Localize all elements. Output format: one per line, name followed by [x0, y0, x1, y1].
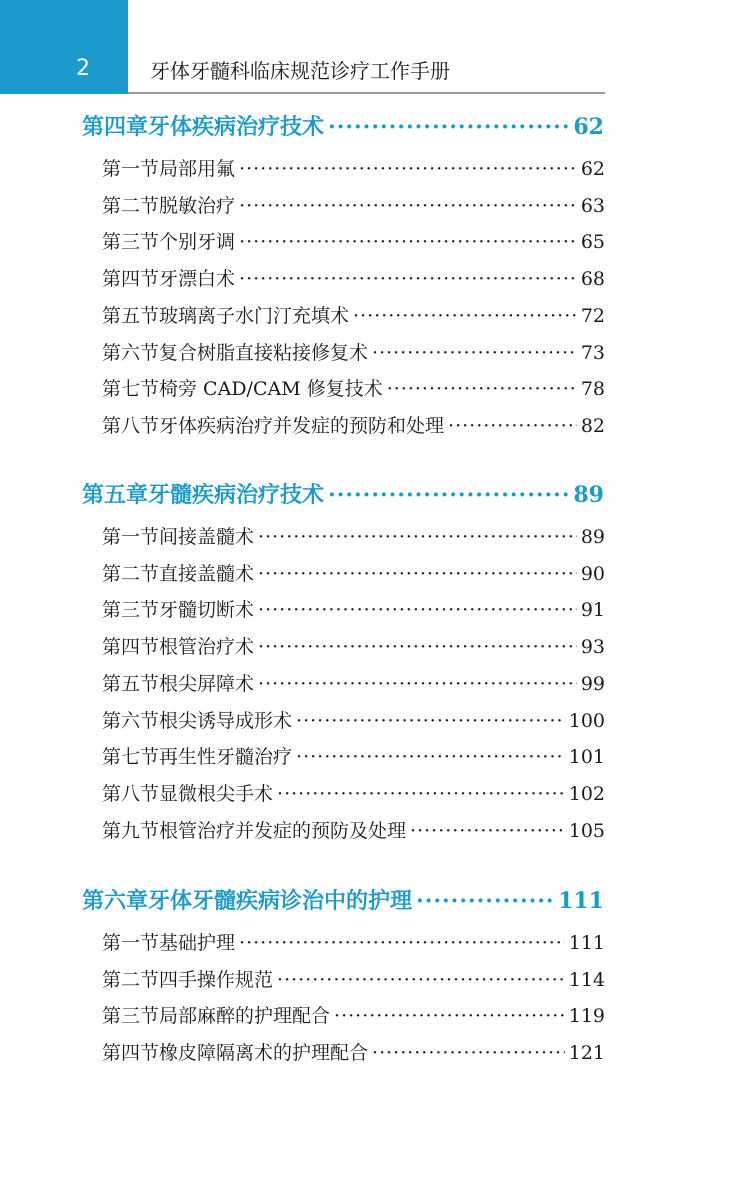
section-title: 基础护理: [159, 932, 236, 954]
section-number: 第二节: [102, 194, 160, 217]
dot-leader: [258, 673, 577, 695]
section-page-number: 105: [568, 819, 605, 842]
dot-leader: [239, 231, 577, 253]
section-page-number: 93: [580, 636, 605, 659]
dot-leader: [258, 599, 577, 621]
section-title: 个别牙调: [159, 231, 236, 254]
toc-chapter-entry[interactable]: [82, 478, 604, 509]
dot-leader: [277, 783, 565, 805]
section-number: 第一节: [102, 932, 160, 954]
section-page-number: 62: [580, 158, 605, 180]
section-page-number: 82: [580, 414, 605, 437]
section-title: 再生性牙髓治疗: [159, 746, 293, 769]
chapter-page-number: 89: [573, 482, 604, 508]
toc-section-entry[interactable]: [102, 559, 605, 586]
dot-leader: [328, 482, 569, 508]
dot-leader: [258, 526, 577, 548]
section-number: 第九节: [102, 819, 160, 842]
dot-leader: [387, 378, 577, 400]
dot-leader: [239, 268, 577, 290]
section-title: 直接盖髓术: [159, 562, 255, 585]
section-page-number: 91: [580, 599, 605, 622]
section-number: 第三节: [102, 231, 160, 254]
section-page-number: 72: [580, 304, 605, 327]
toc-section-entry[interactable]: [102, 1038, 605, 1065]
section-page-number: 114: [568, 968, 605, 991]
toc-section-entry[interactable]: [102, 1001, 605, 1028]
chapter-page-number: 111: [558, 888, 604, 914]
toc-section-entry[interactable]: [102, 374, 605, 401]
toc-section-entry[interactable]: [102, 264, 605, 291]
dot-leader: [410, 820, 565, 842]
section-title: 根尖屏障术: [159, 672, 255, 695]
section-number: 第六节: [102, 341, 160, 364]
dot-leader: [239, 195, 577, 217]
toc-section-entry[interactable]: [102, 816, 605, 843]
chapter-number: 第五章: [82, 482, 149, 508]
section-number: 第三节: [102, 1005, 160, 1028]
section-title: 局部麻醉的护理配合: [159, 1005, 331, 1028]
section-title: 椅旁 CAD/CAM 修复技术: [159, 378, 383, 401]
toc-section-entry[interactable]: [102, 301, 605, 328]
chapter-page-number: 62: [573, 114, 604, 140]
section-number: 第四节: [102, 1042, 160, 1065]
dot-leader: [296, 710, 565, 732]
section-number: 第二节: [102, 562, 160, 585]
toc-section-entry[interactable]: [102, 706, 605, 733]
dot-leader: [416, 888, 554, 914]
toc-chapter-entry[interactable]: [82, 884, 604, 915]
section-page-number: 68: [580, 268, 605, 291]
section-number: 第一节: [102, 526, 160, 548]
toc-section-entry[interactable]: [102, 154, 605, 181]
dot-leader: [239, 932, 565, 954]
toc-section-entry[interactable]: [102, 227, 605, 254]
section-title: 橡皮障隔离术的护理配合: [159, 1042, 369, 1065]
toc-section-entry[interactable]: [102, 632, 605, 659]
section-number: 第八节: [102, 414, 160, 437]
toc-section-entry[interactable]: [102, 595, 605, 622]
dot-leader: [296, 746, 565, 768]
section-page-number: 119: [568, 1005, 605, 1028]
section-title: 显微根尖手术: [159, 782, 274, 805]
toc-section-entry[interactable]: [102, 338, 605, 365]
dot-leader: [372, 342, 577, 364]
section-page-number: 121: [568, 1042, 605, 1065]
section-page-number: 78: [580, 378, 605, 401]
section-page-number: 101: [568, 746, 605, 769]
toc-section-entry[interactable]: [102, 522, 605, 549]
toc-section-entry[interactable]: [102, 779, 605, 806]
dot-leader: [277, 969, 565, 991]
section-number: 第三节: [102, 599, 160, 622]
section-page-number: 89: [580, 526, 605, 548]
toc-section-entry[interactable]: [102, 669, 605, 696]
section-title: 玻璃离子水门汀充填术: [159, 304, 350, 327]
page-number-block: [0, 0, 128, 94]
section-title: 脱敏治疗: [159, 194, 236, 217]
section-title: 牙髓切断术: [159, 599, 255, 622]
section-title: 根管治疗术: [159, 636, 255, 659]
dot-leader: [353, 305, 577, 327]
toc-section-entry[interactable]: [102, 191, 605, 218]
section-page-number: 65: [580, 231, 605, 254]
section-title: 复合树脂直接粘接修复术: [159, 341, 369, 364]
section-title: 根管治疗并发症的预防及处理: [159, 819, 407, 842]
section-title: 四手操作规范: [159, 968, 274, 991]
section-number: 第七节: [102, 378, 160, 401]
dot-leader: [258, 636, 577, 658]
dot-leader: [328, 114, 569, 140]
section-number: 第一节: [102, 158, 160, 180]
toc-section-entry[interactable]: [102, 742, 605, 769]
toc-chapter-entry[interactable]: [82, 110, 604, 141]
section-title: 局部用氟: [159, 158, 236, 180]
section-number: 第七节: [102, 746, 160, 769]
section-number: 第四节: [102, 636, 160, 659]
header-rule: [128, 92, 605, 94]
section-number: 第五节: [102, 672, 160, 695]
section-number: 第二节: [102, 968, 160, 991]
section-number: 第五节: [102, 304, 160, 327]
chapter-number: 第四章: [82, 114, 149, 140]
section-page-number: 73: [580, 341, 605, 364]
section-page-number: 99: [580, 672, 605, 695]
section-page-number: 63: [580, 194, 605, 217]
section-page-number: 100: [568, 709, 605, 732]
dot-leader: [334, 1005, 565, 1027]
toc-section-entry[interactable]: [102, 411, 605, 438]
chapter-title: 牙体疾病治疗技术: [148, 114, 325, 140]
section-title: 牙体疾病治疗并发症的预防和处理: [159, 414, 445, 437]
running-title: 牙体牙髓科临床规范诊疗工作手册: [150, 59, 450, 83]
dot-leader: [448, 415, 577, 437]
toc-section-entry[interactable]: [102, 965, 605, 992]
dot-leader: [372, 1042, 565, 1064]
chapter-number: 第六章: [82, 888, 149, 914]
section-title: 间接盖髓术: [159, 526, 255, 548]
chapter-title: 牙髓疾病治疗技术: [148, 482, 325, 508]
chapter-title: 牙体牙髓疾病诊治中的护理: [148, 888, 413, 914]
section-page-number: 102: [568, 782, 605, 805]
dot-leader: [258, 563, 577, 585]
section-page-number: 111: [568, 932, 605, 954]
section-number: 第八节: [102, 782, 160, 805]
section-title: 根尖诱导成形术: [159, 709, 293, 732]
dot-leader: [239, 158, 577, 180]
section-page-number: 90: [580, 562, 605, 585]
section-number: 第六节: [102, 709, 160, 732]
section-number: 第四节: [102, 268, 160, 291]
section-title: 牙漂白术: [159, 268, 236, 291]
page-number: 2: [76, 56, 90, 81]
toc-section-entry[interactable]: [102, 928, 605, 955]
